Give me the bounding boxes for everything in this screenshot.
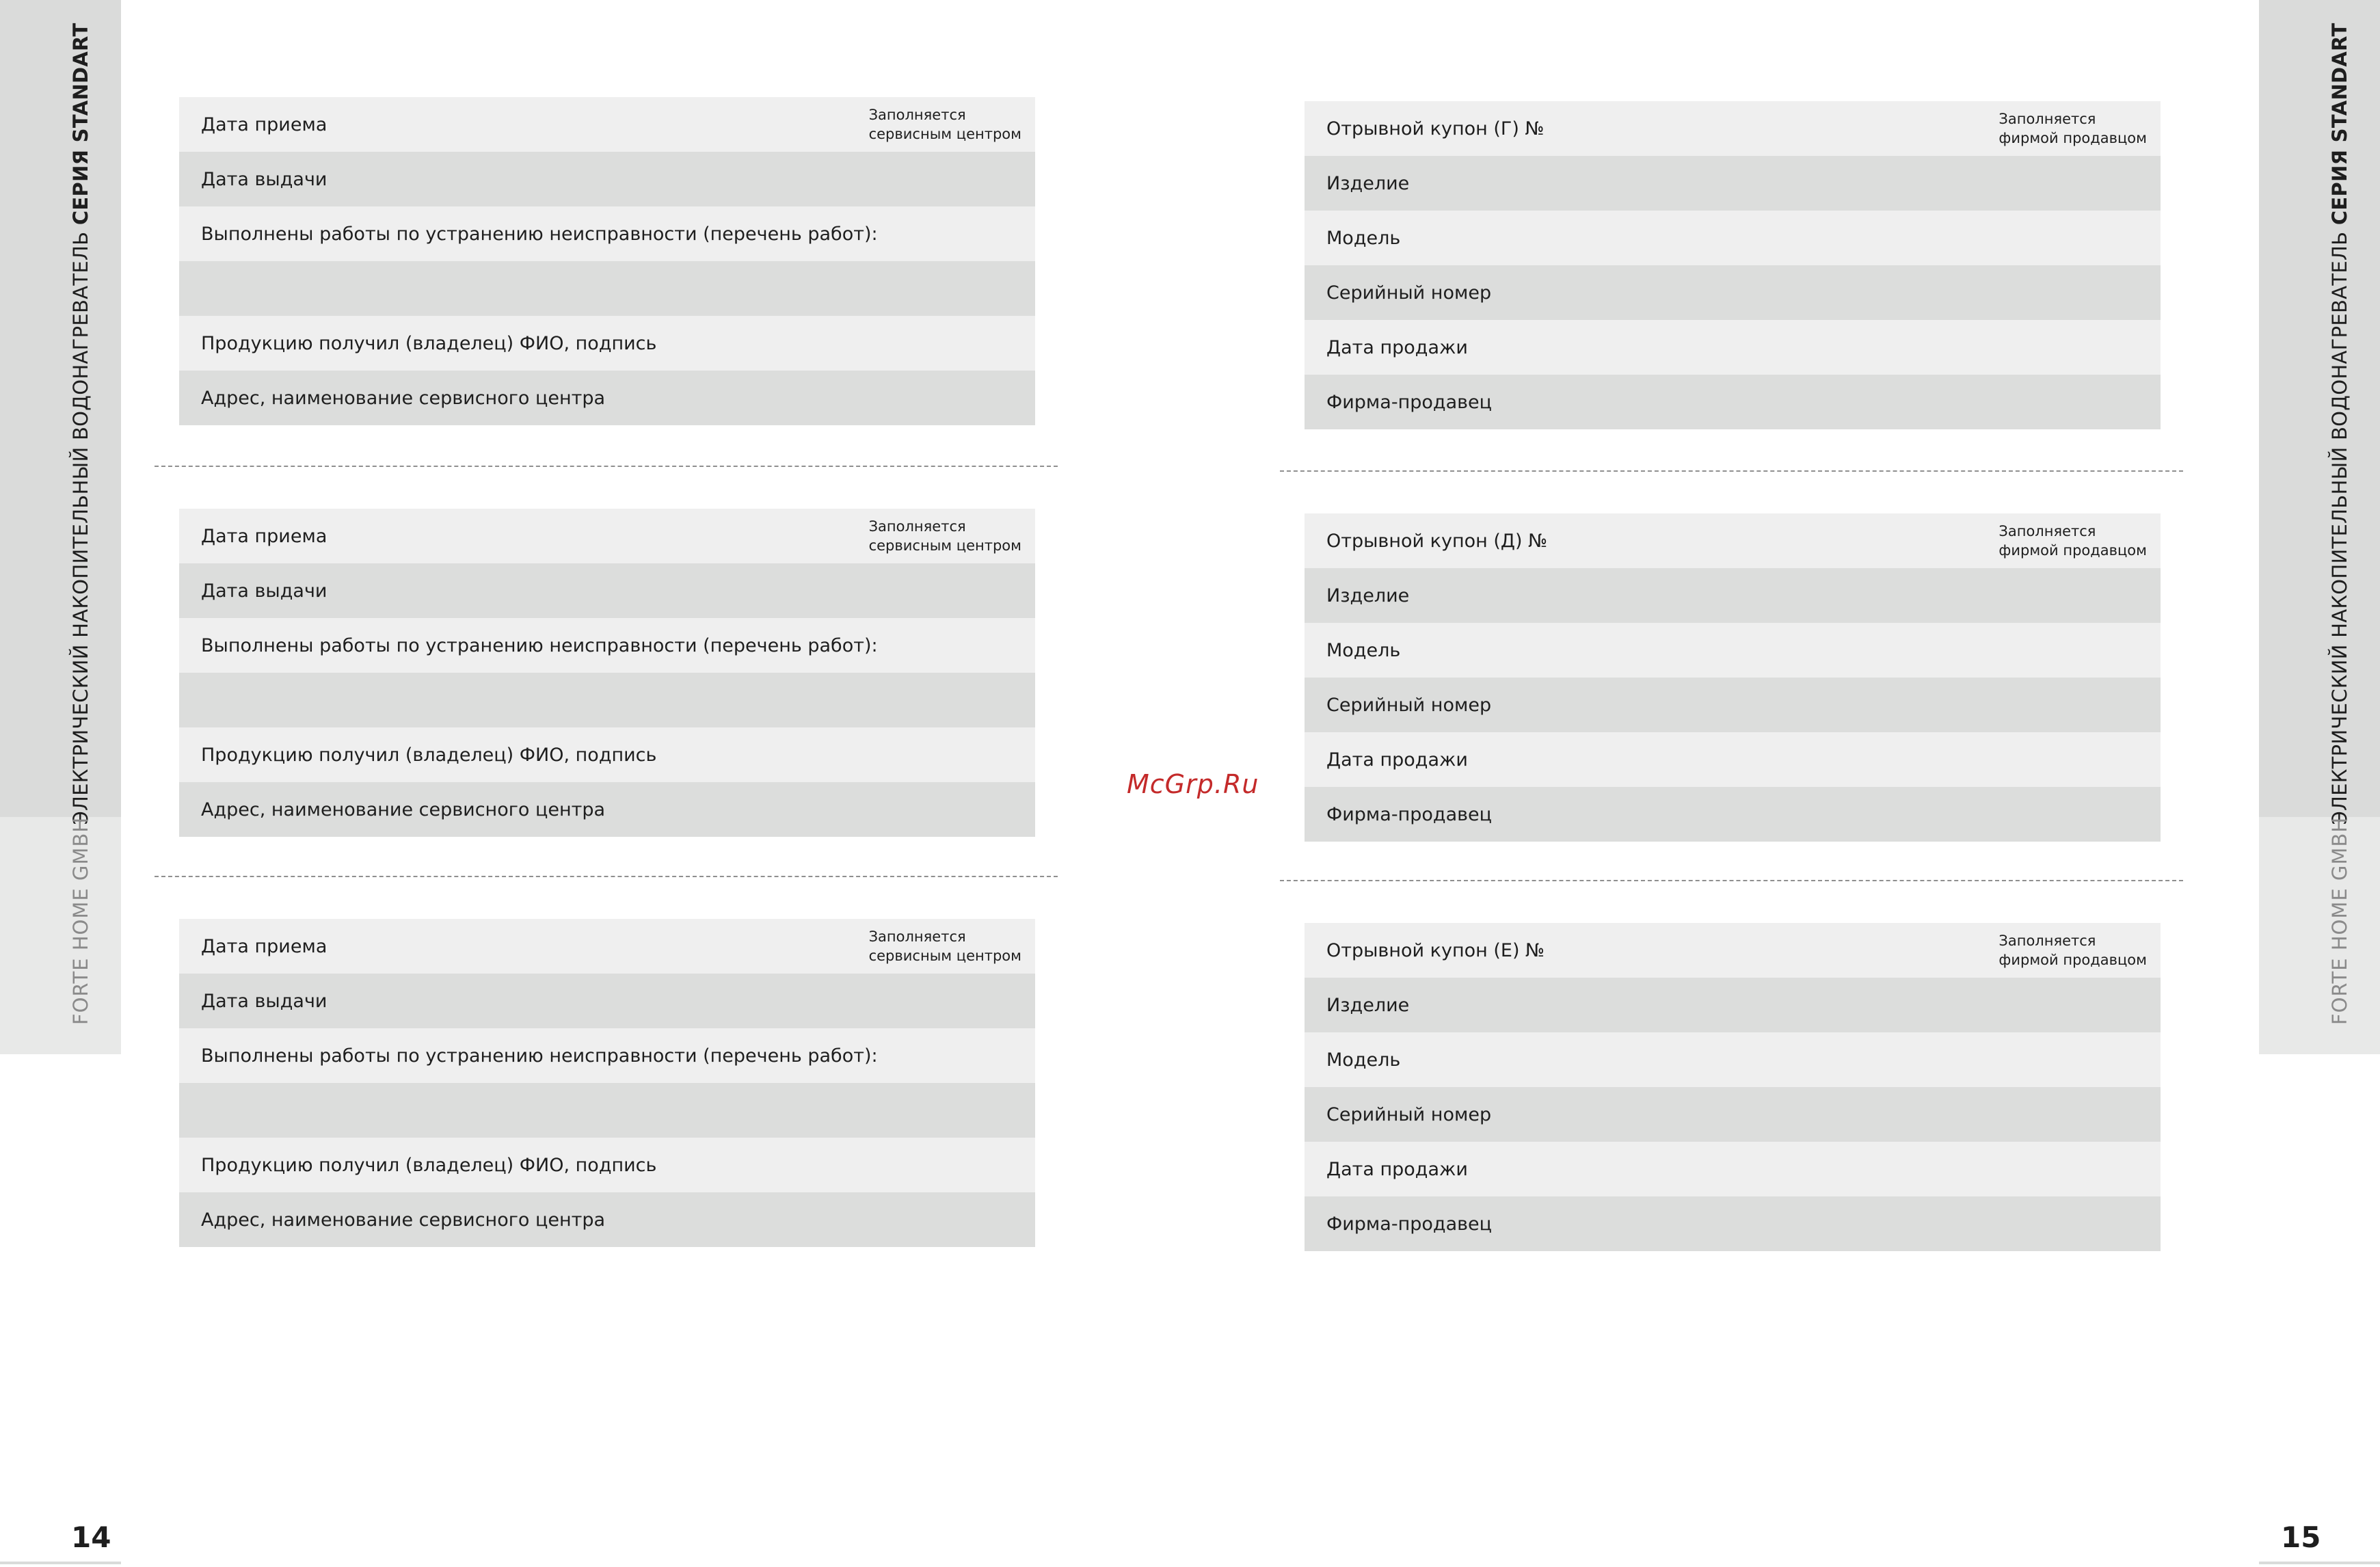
left-margin-band: [0, 0, 121, 1054]
service-row[interactable]: [179, 563, 1035, 618]
service-row-blank[interactable]: [179, 1083, 1035, 1138]
service-row[interactable]: [179, 782, 1035, 837]
row-label: Изделие: [1326, 585, 1410, 606]
coupon-row[interactable]: [1305, 787, 2161, 842]
coupon-row[interactable]: [1305, 1032, 2161, 1087]
row-label: Дата приема: [201, 525, 327, 547]
coupon-row[interactable]: [1305, 211, 2161, 265]
coupon-row[interactable]: [1305, 923, 2161, 978]
page-rule-right: [2259, 1562, 2380, 1564]
row-label: Адрес, наименование сервисного центра: [201, 1209, 606, 1231]
service-block-1: [179, 97, 1035, 425]
page-number-left: 14: [71, 1521, 111, 1554]
row-label: Отрывной купон (Д) №: [1326, 530, 1548, 552]
coupon-row[interactable]: [1305, 265, 2161, 320]
service-row[interactable]: [179, 618, 1035, 673]
row-label: Продукцию получил (владелец) ФИО, подпись: [201, 744, 657, 766]
row-label: Дата выдачи: [201, 168, 327, 190]
coupon-row[interactable]: [1305, 101, 2161, 156]
row-label: Серийный номер: [1326, 282, 1492, 304]
row-label: Отрывной купон (Г) №: [1326, 118, 1545, 139]
row-label: Модель: [1326, 1049, 1401, 1071]
row-label: Дата продажи: [1326, 336, 1468, 358]
service-row[interactable]: [179, 1138, 1035, 1192]
row-label: Серийный номер: [1326, 694, 1492, 716]
row-label: Дата приема: [201, 113, 327, 135]
service-row[interactable]: [179, 1028, 1035, 1083]
service-row-blank[interactable]: [179, 673, 1035, 727]
right-margin-band: [2259, 0, 2380, 1054]
coupon-row[interactable]: [1305, 320, 2161, 375]
watermark-text: McGrp.Ru: [1127, 769, 1259, 799]
row-label: Адрес, наименование сервисного центра: [201, 799, 606, 820]
row-label: Фирма-продавец: [1326, 391, 1493, 413]
service-row[interactable]: [179, 206, 1035, 261]
row-label: Фирма-продавец: [1326, 1213, 1493, 1235]
cut-line: [155, 876, 1058, 877]
service-row[interactable]: [179, 1192, 1035, 1247]
coupon-row[interactable]: [1305, 623, 2161, 678]
coupon-row[interactable]: [1305, 1196, 2161, 1251]
coupon-row[interactable]: [1305, 568, 2161, 623]
page-number-right: 15: [2281, 1521, 2321, 1554]
row-label: Адрес, наименование сервисного центра: [201, 387, 606, 409]
coupon-row[interactable]: [1305, 978, 2161, 1032]
left-series-title: ЭЛЕКТРИЧЕСКИЙ НАКОПИТЕЛЬНЫЙ ВОДОНАГРЕВАТЕЛЬ СЕРИЯ STANDART: [69, 23, 92, 825]
service-row[interactable]: [179, 509, 1035, 563]
row-label: Выполнены работы по устранению неисправности (перечень работ):: [201, 223, 878, 245]
coupon-row[interactable]: [1305, 678, 2161, 732]
coupon-row[interactable]: [1305, 513, 2161, 568]
coupon-row[interactable]: [1305, 156, 2161, 211]
row-label: Изделие: [1326, 994, 1410, 1016]
fill-note: Заполняется фирмой продавцом: [1998, 933, 2147, 968]
coupon-row[interactable]: [1305, 1142, 2161, 1196]
fill-note: Заполняется сервисным центром: [868, 107, 1021, 142]
fill-note: Заполняется сервисным центром: [868, 518, 1021, 554]
cut-line: [155, 466, 1058, 467]
service-row[interactable]: [179, 727, 1035, 782]
row-label: Изделие: [1326, 172, 1410, 194]
coupon-row[interactable]: [1305, 375, 2161, 429]
row-label: Фирма-продавец: [1326, 803, 1493, 825]
left-brand-name: FORTE HOME GMBH: [69, 816, 92, 1026]
service-row[interactable]: [179, 974, 1035, 1028]
service-row[interactable]: [179, 919, 1035, 974]
service-row[interactable]: [179, 152, 1035, 206]
service-block-2: [179, 509, 1035, 837]
row-label: Серийный номер: [1326, 1103, 1492, 1125]
fill-note: Заполняется фирмой продавцом: [1998, 111, 2147, 146]
service-row-blank[interactable]: [179, 261, 1035, 316]
row-label: Модель: [1326, 227, 1401, 249]
row-label: Дата приема: [201, 935, 327, 957]
row-label: Выполнены работы по устранению неисправности (перечень работ):: [201, 1045, 878, 1067]
cut-line: [1280, 470, 2183, 472]
row-label: Дата выдачи: [201, 990, 327, 1012]
service-row[interactable]: [179, 371, 1035, 425]
row-label: Дата выдачи: [201, 580, 327, 602]
coupon-block-e: [1305, 923, 2161, 1251]
right-brand-name: FORTE HOME GMBH: [2328, 816, 2351, 1026]
fill-note: Заполняется фирмой продавцом: [1998, 523, 2147, 559]
coupon-row[interactable]: [1305, 732, 2161, 787]
service-row[interactable]: [179, 97, 1035, 152]
page-rule-left: [0, 1562, 121, 1564]
fill-note: Заполняется сервисным центром: [868, 928, 1021, 964]
row-label: Дата продажи: [1326, 749, 1468, 771]
row-label: Модель: [1326, 639, 1401, 661]
row-label: Продукцию получил (владелец) ФИО, подпись: [201, 332, 657, 354]
service-row[interactable]: [179, 316, 1035, 371]
service-block-3: [179, 919, 1035, 1247]
coupon-block-d: [1305, 513, 2161, 842]
row-label: Выполнены работы по устранению неисправности (перечень работ):: [201, 634, 878, 656]
right-series-title: ЭЛЕКТРИЧЕСКИЙ НАКОПИТЕЛЬНЫЙ ВОДОНАГРЕВАТЕЛЬ СЕРИЯ STANDART: [2328, 23, 2351, 825]
cut-line: [1280, 880, 2183, 881]
row-label: Дата продажи: [1326, 1158, 1468, 1180]
row-label: Продукцию получил (владелец) ФИО, подпись: [201, 1154, 657, 1176]
coupon-row[interactable]: [1305, 1087, 2161, 1142]
coupon-block-g: [1305, 101, 2161, 429]
row-label: Отрывной купон (Е) №: [1326, 939, 1545, 961]
